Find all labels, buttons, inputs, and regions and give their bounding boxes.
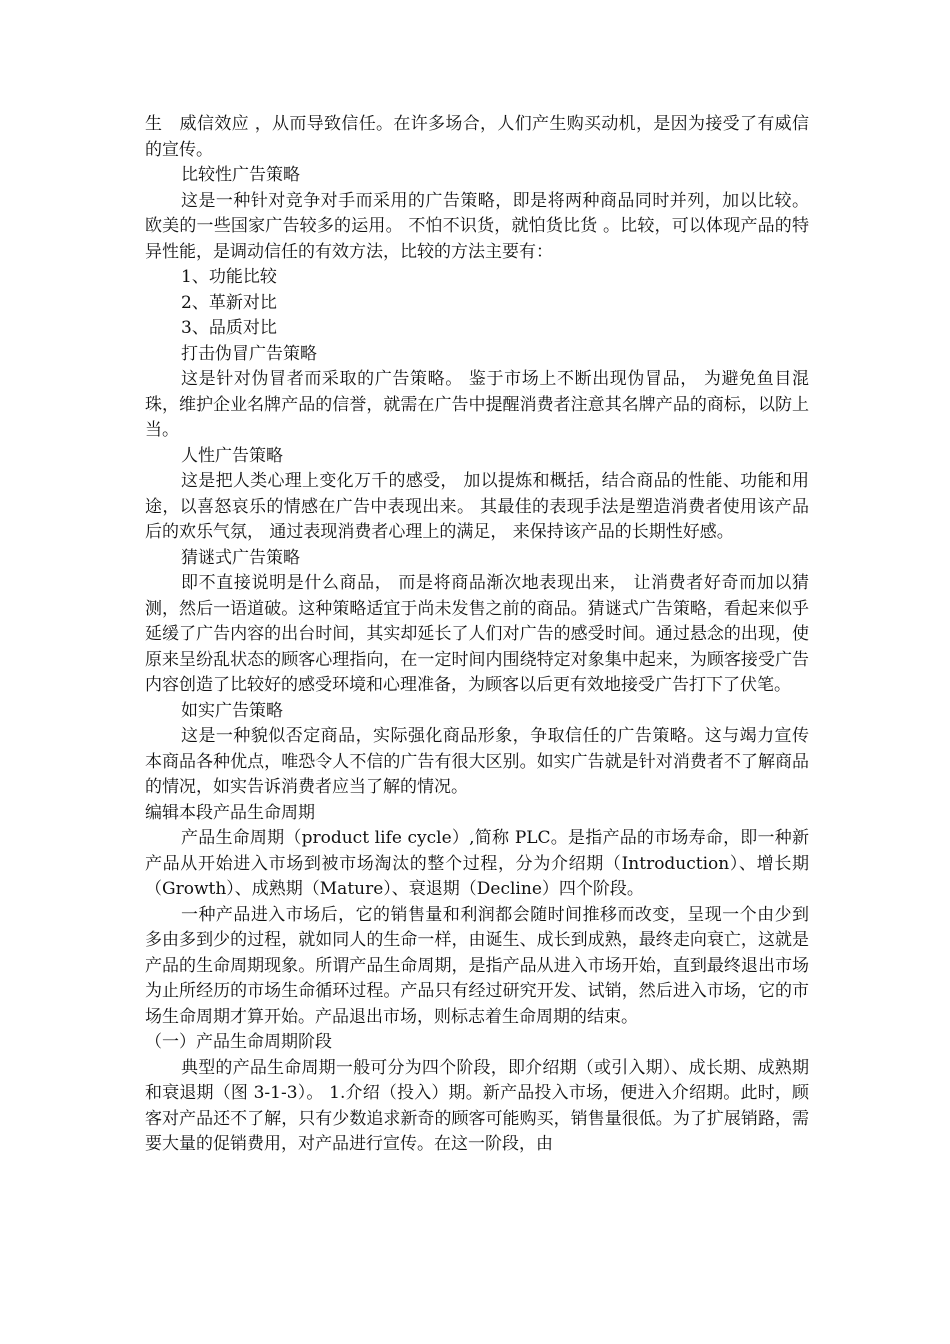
list-item: 3、品质对比 — [181, 318, 277, 338]
list-item: 2、革新对比 — [181, 292, 277, 313]
section-heading: 比较性广告策略 — [181, 165, 300, 185]
paragraph: 一种产品进入市场后，它的销售量和利润都会随时间推移而改变，呈现一个由少到多由多到少的过程，就如同人的生命一样，由诞生、成长到成熟，最终走向衰亡，这就是产品的生命周期现象。所谓产品生命周期，是指产品从进入市场开始，直到最终退出市场为止所经历的市场生命循环过程。产品只有经过研究开发、试销，然后进入市场，它的市场生命周期才算开始。产品退出市场，则标志着生命周期的结束。 — [145, 904, 809, 1027]
paragraph: 生 威信效应 ，从而导致信任。在许多场合，人们产生购买动机，是因为接受了有威信的宣传。 — [145, 114, 809, 160]
section-heading: 如实广告策略 — [181, 700, 283, 721]
section-heading: 打击伪冒广告策略 — [181, 343, 317, 364]
section-heading: （一）产品生命周期阶段 — [145, 1032, 332, 1052]
paragraph: 典型的产品生命周期一般可分为四个阶段，即介绍期（或引入期）、成长期、成熟期和衰退期（图 3-1-3）。 1.介绍（投入）期。新产品投入市场，便进入介绍期。此时，顾客对产品还不了解，只有少数追求新奇的顾客可能购买，销售量很低。为了扩展销路，需要大量的促销费用，对产品进行宣传。在这一阶段，由 — [145, 1057, 809, 1154]
list-item: 1、功能比较 — [181, 267, 277, 287]
document-page — [145, 112, 809, 1158]
paragraph: 即不直接说明是什么商品， 而是将商品渐次地表现出来， 让消费者好奇而加以猜测，然后一语道破。这种策略适宜于尚未发售之前的商品。猜谜式广告策略，看起来似乎延缓了广告内容的出台时间，其实却延长了人们对广告的感受时间。通过悬念的出现，使原来呈纷乱状态的顾客心理指向，在一定时间内围绕特定对象集中起来，为顾客接受广告内容创造了比较好的感受环境和心理准备，为顾客以后更有效地接受广告打下了伏笔。 — [145, 573, 809, 695]
paragraph: 这是一种貌似否定商品，实际强化商品形象，争取信任的广告策略。这与竭力宣传本商品各种优点，唯恐令人不信的广告有很大区别。如实广告就是针对消费者不了解商品的情况，如实告诉消费者应当了解的情况。 — [145, 726, 809, 797]
paragraph: 产品生命周期（product life cycle）,简称 PLC。是指产品的市场寿命，即一种新产品从开始进入市场到被市场淘汰的整个过程，分为介绍期（Introduction）、增长期（Growth）、成熟期（Mature）、衰退期（Decline）四个阶段。 — [145, 828, 809, 899]
section-heading: 人性广告策略 — [181, 445, 283, 466]
paragraph: 这是一种针对竞争对手而采用的广告策略，即是将两种商品同时并列，加以比较。欧美的一些国家广告较多的运用。 不怕不识货，就怕货比货 。比较，可以体现产品的特异性能，是调动信任的有效方法，比较的方法主要有： — [145, 190, 809, 262]
section-heading: 编辑本段产品生命周期 — [145, 802, 315, 823]
paragraph: 这是针对伪冒者而采取的广告策略。 鉴于市场上不断出现伪冒品， 为避免鱼目混珠，维护企业名牌产品的信誉，就需在广告中提醒消费者注意其名牌产品的商标，以防上当。 — [145, 369, 809, 440]
section-heading: 猜谜式广告策略 — [181, 547, 300, 568]
paragraph: 这是把人类心理上变化万千的感受， 加以提炼和概括，结合商品的性能、功能和用途，以喜怒哀乐的情感在广告中表现出来。 其最佳的表现手法是塑造消费者使用该产品后的欢乐气氛， 通过表现消费者心理上的满足， 来保持该产品的长期性好感。 — [145, 471, 809, 542]
